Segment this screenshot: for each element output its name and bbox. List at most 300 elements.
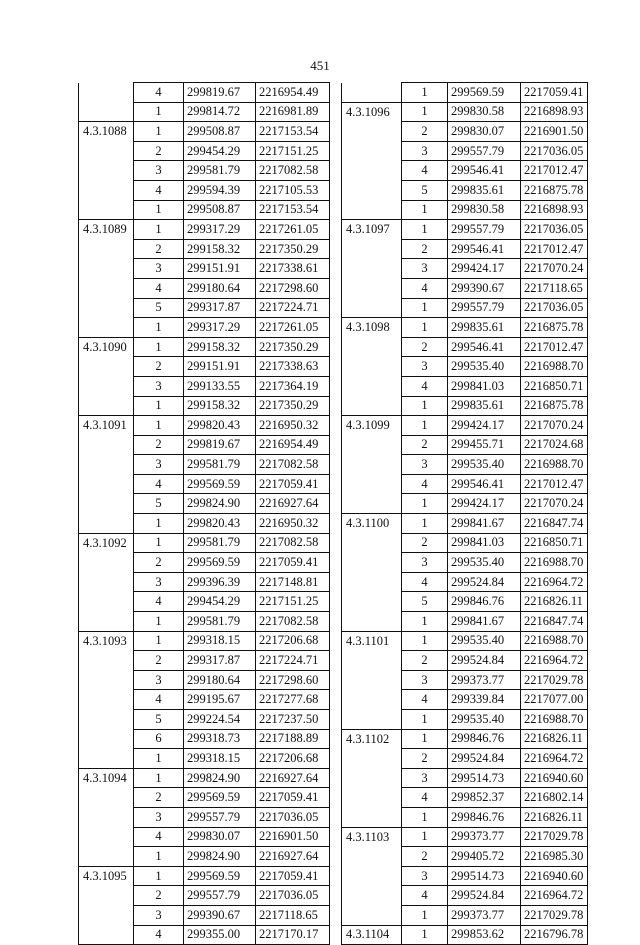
parcel-id-cell: 4.3.1098: [342, 318, 402, 338]
table-row: [79, 239, 330, 259]
table-row: [79, 376, 330, 396]
point-number-cell: 1: [134, 749, 184, 769]
point-number-cell: 3: [402, 553, 448, 573]
table-row: [79, 788, 330, 808]
table-row: [342, 239, 588, 259]
table-row: [79, 259, 330, 279]
point-number-cell: 4: [402, 161, 448, 181]
point-number-cell: 1: [402, 905, 448, 925]
point-number-cell: 5: [134, 494, 184, 514]
parcel-id-cell: [79, 435, 134, 455]
table-row: [342, 318, 588, 338]
parcel-id-cell: [342, 572, 402, 592]
x-coordinate-cell: 299846.76: [448, 592, 521, 612]
y-coordinate-cell: 2216898.93: [521, 102, 588, 122]
parcel-id-cell: [342, 886, 402, 906]
parcel-id-cell: [79, 827, 134, 847]
parcel-id-cell: 4.3.1096: [342, 102, 402, 122]
point-number-cell: 1: [402, 807, 448, 827]
x-coordinate-cell: 299158.32: [184, 396, 256, 416]
parcel-id-cell: 4.3.1104: [342, 925, 402, 945]
point-number-cell: 1: [402, 631, 448, 651]
x-coordinate-cell: 299535.40: [448, 553, 521, 573]
y-coordinate-cell: 2217298.60: [256, 670, 330, 690]
parcel-id-cell: [342, 710, 402, 730]
point-number-cell: 2: [402, 651, 448, 671]
parcel-id-cell: 4.3.1092: [79, 533, 134, 553]
point-number-cell: 1: [402, 416, 448, 436]
parcel-id-cell: [79, 357, 134, 377]
x-coordinate-cell: 299318.15: [184, 631, 256, 651]
point-number-cell: 1: [402, 298, 448, 318]
parcel-id-cell: [342, 749, 402, 769]
table-row: [79, 102, 330, 122]
parcel-id-cell: [79, 141, 134, 161]
x-coordinate-cell: 299581.79: [184, 612, 256, 632]
table-row: [342, 670, 588, 690]
parcel-id-cell: 4.3.1089: [79, 220, 134, 240]
parcel-id-cell: [342, 298, 402, 318]
table-row: [342, 396, 588, 416]
table-row: [342, 553, 588, 573]
table-row: [342, 494, 588, 514]
x-coordinate-cell: 299535.40: [448, 631, 521, 651]
point-number-cell: 1: [134, 416, 184, 436]
y-coordinate-cell: 2217364.19: [256, 376, 330, 396]
y-coordinate-cell: 2216847.74: [521, 612, 588, 632]
point-number-cell: 4: [402, 572, 448, 592]
parcel-id-cell: 4.3.1101: [342, 631, 402, 651]
parcel-id-cell: [79, 494, 134, 514]
page-number: 451: [310, 58, 330, 73]
parcel-id-cell: [342, 592, 402, 612]
y-coordinate-cell: 2217059.41: [521, 83, 588, 103]
point-number-cell: 3: [134, 572, 184, 592]
x-coordinate-cell: 299390.67: [448, 278, 521, 298]
table-row: [79, 180, 330, 200]
x-coordinate-cell: 299557.79: [448, 141, 521, 161]
y-coordinate-cell: 2217153.54: [256, 122, 330, 142]
point-number-cell: 3: [134, 376, 184, 396]
point-number-cell: 1: [134, 337, 184, 357]
point-number-cell: 1: [134, 847, 184, 867]
point-number-cell: 2: [134, 239, 184, 259]
x-coordinate-cell: 299830.58: [448, 102, 521, 122]
point-number-cell: 3: [402, 866, 448, 886]
parcel-id-cell: 4.3.1090: [79, 337, 134, 357]
parcel-id-cell: [79, 239, 134, 259]
parcel-id-cell: [79, 102, 134, 122]
point-number-cell: 3: [402, 670, 448, 690]
y-coordinate-cell: 2216964.72: [521, 572, 588, 592]
x-coordinate-cell: 299830.58: [448, 200, 521, 220]
y-coordinate-cell: 2217012.47: [521, 337, 588, 357]
y-coordinate-cell: 2216901.50: [521, 122, 588, 142]
x-coordinate-cell: 299841.03: [448, 533, 521, 553]
y-coordinate-cell: 2217153.54: [256, 200, 330, 220]
parcel-id-cell: [79, 886, 134, 906]
point-number-cell: 5: [134, 710, 184, 730]
table-row: [79, 768, 330, 788]
y-coordinate-cell: 2217206.68: [256, 631, 330, 651]
y-coordinate-cell: 2217012.47: [521, 239, 588, 259]
point-number-cell: 1: [402, 200, 448, 220]
y-coordinate-cell: 2217070.24: [521, 259, 588, 279]
x-coordinate-cell: 299824.90: [184, 847, 256, 867]
parcel-id-cell: [79, 318, 134, 338]
y-coordinate-cell: 2217012.47: [521, 161, 588, 181]
point-number-cell: 1: [134, 102, 184, 122]
parcel-id-cell: [79, 847, 134, 867]
x-coordinate-cell: 299841.03: [448, 376, 521, 396]
table-row: [342, 827, 588, 847]
y-coordinate-cell: 2217036.05: [521, 298, 588, 318]
point-number-cell: 3: [402, 141, 448, 161]
point-number-cell: 4: [402, 788, 448, 808]
parcel-id-cell: [342, 455, 402, 475]
y-coordinate-cell: 2216988.70: [521, 553, 588, 573]
y-coordinate-cell: 2217082.58: [256, 455, 330, 475]
parcel-id-cell: [79, 807, 134, 827]
x-coordinate-cell: 299835.61: [448, 180, 521, 200]
x-coordinate-cell: 299824.90: [184, 768, 256, 788]
table-row: [79, 631, 330, 651]
y-coordinate-cell: 2217029.78: [521, 905, 588, 925]
y-coordinate-cell: 2216927.64: [256, 494, 330, 514]
parcel-id-cell: [79, 553, 134, 573]
y-coordinate-cell: 2216901.50: [256, 827, 330, 847]
parcel-id-cell: [79, 651, 134, 671]
parcel-id-cell: 4.3.1100: [342, 514, 402, 534]
table-row: [79, 670, 330, 690]
parcel-id-cell: [79, 592, 134, 612]
point-number-cell: 2: [134, 553, 184, 573]
point-number-cell: 2: [134, 886, 184, 906]
point-number-cell: 1: [134, 318, 184, 338]
point-number-cell: 3: [402, 455, 448, 475]
point-number-cell: 2: [402, 435, 448, 455]
point-number-cell: 1: [402, 396, 448, 416]
y-coordinate-cell: 2217237.50: [256, 710, 330, 730]
y-coordinate-cell: 2217350.29: [256, 337, 330, 357]
x-coordinate-cell: 299581.79: [184, 161, 256, 181]
x-coordinate-cell: 299454.29: [184, 141, 256, 161]
y-coordinate-cell: 2217059.41: [256, 474, 330, 494]
y-coordinate-cell: 2217082.58: [256, 161, 330, 181]
point-number-cell: 1: [134, 612, 184, 632]
table-row: [79, 866, 330, 886]
table-row: [79, 278, 330, 298]
table-row: [342, 455, 588, 475]
y-coordinate-cell: 2216850.71: [521, 533, 588, 553]
y-coordinate-cell: 2217151.25: [256, 592, 330, 612]
point-number-cell: 1: [134, 533, 184, 553]
table-row: [342, 435, 588, 455]
x-coordinate-cell: 299355.00: [184, 925, 256, 945]
point-number-cell: 4: [402, 376, 448, 396]
x-coordinate-cell: 299317.29: [184, 220, 256, 240]
parcel-id-cell: [79, 180, 134, 200]
y-coordinate-cell: 2217338.63: [256, 357, 330, 377]
table-row: [79, 455, 330, 475]
x-coordinate-cell: 299373.77: [448, 670, 521, 690]
point-number-cell: 3: [134, 807, 184, 827]
x-coordinate-cell: 299339.84: [448, 690, 521, 710]
parcel-id-cell: [79, 161, 134, 181]
parcel-id-cell: [79, 690, 134, 710]
table-row: [342, 768, 588, 788]
y-coordinate-cell: 2216940.60: [521, 768, 588, 788]
parcel-id-cell: [79, 200, 134, 220]
x-coordinate-cell: 299151.91: [184, 259, 256, 279]
x-coordinate-cell: 299546.41: [448, 337, 521, 357]
table-row: [79, 318, 330, 338]
y-coordinate-cell: 2217029.78: [521, 827, 588, 847]
parcel-id-cell: [79, 572, 134, 592]
x-coordinate-cell: 299546.41: [448, 239, 521, 259]
point-number-cell: 4: [402, 474, 448, 494]
point-number-cell: 1: [134, 200, 184, 220]
y-coordinate-cell: 2216875.78: [521, 180, 588, 200]
x-coordinate-cell: 299546.41: [448, 474, 521, 494]
point-number-cell: 2: [402, 749, 448, 769]
parcel-id-cell: [79, 710, 134, 730]
y-coordinate-cell: 2216826.11: [521, 729, 588, 749]
point-number-cell: 2: [402, 239, 448, 259]
x-coordinate-cell: 299835.61: [448, 396, 521, 416]
parcel-id-cell: [79, 259, 134, 279]
parcel-id-cell: [342, 474, 402, 494]
y-coordinate-cell: 2216964.72: [521, 886, 588, 906]
parcel-id-cell: [79, 612, 134, 632]
table-row: [79, 141, 330, 161]
x-coordinate-cell: 299318.15: [184, 749, 256, 769]
y-coordinate-cell: 2217059.41: [256, 788, 330, 808]
point-number-cell: 4: [402, 690, 448, 710]
table-row: [342, 83, 588, 103]
x-coordinate-cell: 299317.29: [184, 318, 256, 338]
table-row: [342, 141, 588, 161]
table-row: [342, 259, 588, 279]
table-row: [342, 533, 588, 553]
table-row: [79, 749, 330, 769]
y-coordinate-cell: 2217206.68: [256, 749, 330, 769]
x-coordinate-cell: 299508.87: [184, 122, 256, 142]
x-coordinate-cell: 299514.73: [448, 768, 521, 788]
x-coordinate-cell: 299546.41: [448, 161, 521, 181]
y-coordinate-cell: 2216802.14: [521, 788, 588, 808]
point-number-cell: 3: [134, 259, 184, 279]
x-coordinate-cell: 299535.40: [448, 710, 521, 730]
y-coordinate-cell: 2216796.78: [521, 925, 588, 945]
coordinate-table-right: [341, 82, 588, 945]
table-row: [342, 298, 588, 318]
y-coordinate-cell: 2216875.78: [521, 318, 588, 338]
y-coordinate-cell: 2216940.60: [521, 866, 588, 886]
x-coordinate-cell: 299180.64: [184, 670, 256, 690]
coordinate-table-left: [78, 82, 330, 945]
point-number-cell: 1: [402, 925, 448, 945]
y-coordinate-cell: 2217151.25: [256, 141, 330, 161]
y-coordinate-cell: 2217070.24: [521, 416, 588, 436]
point-number-cell: 4: [134, 592, 184, 612]
parcel-id-cell: 4.3.1102: [342, 729, 402, 749]
parcel-id-cell: [342, 866, 402, 886]
table-row: [79, 514, 330, 534]
table-row: [342, 729, 588, 749]
parcel-id-cell: 4.3.1088: [79, 122, 134, 142]
y-coordinate-cell: 2217059.41: [256, 553, 330, 573]
parcel-id-cell: [342, 200, 402, 220]
y-coordinate-cell: 2217036.05: [521, 220, 588, 240]
y-coordinate-cell: 2217036.05: [256, 886, 330, 906]
point-number-cell: 2: [134, 141, 184, 161]
x-coordinate-cell: 299594.39: [184, 180, 256, 200]
y-coordinate-cell: 2216988.70: [521, 631, 588, 651]
table-row: [79, 435, 330, 455]
x-coordinate-cell: 299824.90: [184, 494, 256, 514]
y-coordinate-cell: 2216875.78: [521, 396, 588, 416]
point-number-cell: 4: [134, 827, 184, 847]
y-coordinate-cell: 2217188.89: [256, 729, 330, 749]
point-number-cell: 4: [402, 886, 448, 906]
x-coordinate-cell: 299535.40: [448, 357, 521, 377]
point-number-cell: 5: [134, 298, 184, 318]
parcel-id-cell: [79, 278, 134, 298]
table-row: [342, 651, 588, 671]
table-row: [342, 631, 588, 651]
x-coordinate-cell: 299455.71: [448, 435, 521, 455]
x-coordinate-cell: 299852.37: [448, 788, 521, 808]
point-number-cell: 2: [134, 651, 184, 671]
table-row: [342, 278, 588, 298]
y-coordinate-cell: 2216826.11: [521, 592, 588, 612]
y-coordinate-cell: 2216981.89: [256, 102, 330, 122]
parcel-id-cell: [342, 690, 402, 710]
table-row: [342, 337, 588, 357]
y-coordinate-cell: 2217105.53: [256, 180, 330, 200]
point-number-cell: 1: [134, 122, 184, 142]
parcel-id-cell: 4.3.1091: [79, 416, 134, 436]
table-row: [342, 474, 588, 494]
x-coordinate-cell: 299853.62: [448, 925, 521, 945]
table-row: [342, 905, 588, 925]
x-coordinate-cell: 299158.32: [184, 337, 256, 357]
x-coordinate-cell: 299318.73: [184, 729, 256, 749]
x-coordinate-cell: 299846.76: [448, 729, 521, 749]
x-coordinate-cell: 299820.43: [184, 514, 256, 534]
table-row: [79, 710, 330, 730]
x-coordinate-cell: 299569.59: [184, 474, 256, 494]
table-row: [342, 612, 588, 632]
x-coordinate-cell: 299569.59: [184, 788, 256, 808]
parcel-id-cell: [342, 651, 402, 671]
y-coordinate-cell: 2216950.32: [256, 416, 330, 436]
point-number-cell: 3: [402, 259, 448, 279]
table-row: [342, 847, 588, 867]
table-row: [342, 357, 588, 377]
y-coordinate-cell: 2217036.05: [256, 807, 330, 827]
point-number-cell: 1: [402, 710, 448, 730]
parcel-id-cell: [342, 337, 402, 357]
table-row: [342, 376, 588, 396]
parcel-id-cell: [342, 161, 402, 181]
parcel-id-cell: 4.3.1094: [79, 768, 134, 788]
table-row: [79, 298, 330, 318]
point-number-cell: 4: [402, 278, 448, 298]
parcel-id-cell: [79, 474, 134, 494]
point-number-cell: 3: [134, 455, 184, 475]
table-row: [342, 807, 588, 827]
x-coordinate-cell: 299557.79: [448, 298, 521, 318]
y-coordinate-cell: 2217261.05: [256, 318, 330, 338]
parcel-id-cell: 4.3.1099: [342, 416, 402, 436]
x-coordinate-cell: 299524.84: [448, 749, 521, 769]
x-coordinate-cell: 299524.84: [448, 886, 521, 906]
table-row: [342, 690, 588, 710]
y-coordinate-cell: 2216847.74: [521, 514, 588, 534]
parcel-id-cell: [342, 239, 402, 259]
table-row: [79, 905, 330, 925]
x-coordinate-cell: 299557.79: [184, 886, 256, 906]
x-coordinate-cell: 299424.17: [448, 416, 521, 436]
x-coordinate-cell: 299396.39: [184, 572, 256, 592]
x-coordinate-cell: 299133.55: [184, 376, 256, 396]
y-coordinate-cell: 2216954.49: [256, 83, 330, 103]
y-coordinate-cell: 2217224.71: [256, 298, 330, 318]
y-coordinate-cell: 2216954.49: [256, 435, 330, 455]
point-number-cell: 2: [402, 847, 448, 867]
table-row: [79, 690, 330, 710]
point-number-cell: 3: [134, 905, 184, 925]
y-coordinate-cell: 2217224.71: [256, 651, 330, 671]
parcel-id-cell: [342, 435, 402, 455]
x-coordinate-cell: 299373.77: [448, 905, 521, 925]
parcel-id-cell: [342, 122, 402, 142]
y-coordinate-cell: 2217261.05: [256, 220, 330, 240]
y-coordinate-cell: 2217170.17: [256, 925, 330, 945]
x-coordinate-cell: 299195.67: [184, 690, 256, 710]
table-row: [342, 925, 588, 945]
x-coordinate-cell: 299830.07: [184, 827, 256, 847]
table-row: [79, 572, 330, 592]
parcel-id-cell: [342, 376, 402, 396]
parcel-id-cell: [342, 807, 402, 827]
y-coordinate-cell: 2217118.65: [521, 278, 588, 298]
y-coordinate-cell: 2216950.32: [256, 514, 330, 534]
x-coordinate-cell: 299581.79: [184, 455, 256, 475]
point-number-cell: 1: [402, 494, 448, 514]
table-row: [79, 416, 330, 436]
table-row: [79, 83, 330, 103]
y-coordinate-cell: 2217012.47: [521, 474, 588, 494]
table-row: [79, 122, 330, 142]
x-coordinate-cell: 299424.17: [448, 494, 521, 514]
x-coordinate-cell: 299814.72: [184, 102, 256, 122]
table-row: [79, 807, 330, 827]
table-row: [79, 337, 330, 357]
point-number-cell: 4: [134, 474, 184, 494]
parcel-id-cell: [342, 533, 402, 553]
y-coordinate-cell: 2216988.70: [521, 710, 588, 730]
parcel-id-cell: [79, 670, 134, 690]
table-row: [79, 651, 330, 671]
table-row: [79, 357, 330, 377]
table-row: [342, 866, 588, 886]
x-coordinate-cell: 299819.67: [184, 83, 256, 103]
parcel-id-cell: [342, 396, 402, 416]
table-row: [79, 494, 330, 514]
